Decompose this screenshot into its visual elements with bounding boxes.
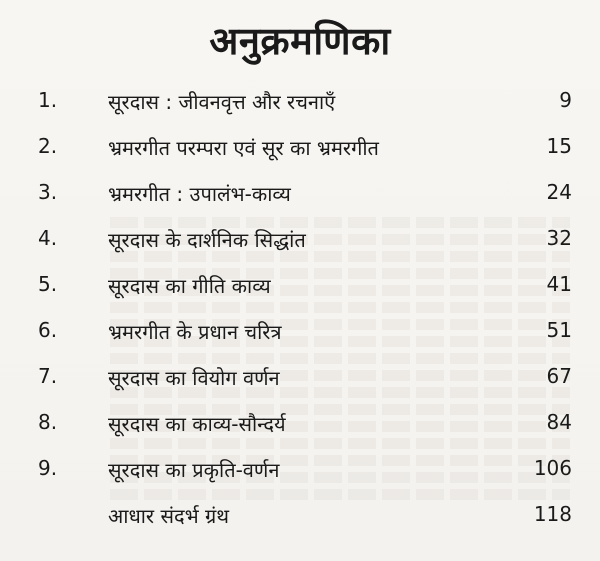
toc-entry-page: 118 <box>533 502 572 526</box>
toc-entry-page: 15 <box>546 134 572 158</box>
toc-entry-title: सूरदास का वियोग वर्णन <box>108 366 280 390</box>
toc-entry-page: 84 <box>546 410 572 434</box>
toc-entry-page: 106 <box>533 456 572 480</box>
toc-entry-2[interactable] <box>0 130 600 170</box>
toc-entry-number: 5. <box>38 272 58 296</box>
toc-entry-number: 1. <box>38 88 58 112</box>
toc-entry-number: 3. <box>38 180 58 204</box>
toc-entry-number: 9. <box>38 456 58 480</box>
toc-entry-title: सूरदास का काव्य-सौन्दर्य <box>108 412 286 436</box>
toc-entry-7[interactable] <box>0 360 600 400</box>
toc-entry-5[interactable] <box>0 268 600 308</box>
page-title: अनुक्रमणिका <box>209 19 391 63</box>
toc-entry-page: 51 <box>546 318 572 342</box>
toc-entry-page: 32 <box>546 226 572 250</box>
toc-entry-number: 2. <box>38 134 58 158</box>
toc-entry-6[interactable] <box>0 314 600 354</box>
toc-entry-4[interactable] <box>0 222 600 262</box>
toc-entry-number: 4. <box>38 226 58 250</box>
toc-entry-title: भ्रमरगीत परम्परा एवं सूर का भ्रमरगीत <box>108 136 379 160</box>
toc-entry-1[interactable] <box>0 84 600 124</box>
toc-entry-number: 7. <box>38 364 58 388</box>
toc-entry-title: भ्रमरगीत के प्रधान चरित्र <box>108 320 282 344</box>
toc-entry-title: सूरदास का गीति काव्य <box>108 274 271 298</box>
toc-entry-title: आधार संदर्भ ग्रंथ <box>108 504 230 528</box>
toc-entry-page: 24 <box>546 180 572 204</box>
toc-entry-title: सूरदास : जीवनवृत्त और रचनाएँ <box>108 90 336 114</box>
toc-entry-9[interactable] <box>0 452 600 492</box>
toc-entry-number: 8. <box>38 410 58 434</box>
toc-entry-title: सूरदास के दार्शनिक सिद्धांत <box>108 228 306 252</box>
toc-entry-3[interactable] <box>0 176 600 216</box>
toc-entry-page: 67 <box>546 364 572 388</box>
toc-entry-title: सूरदास का प्रकृति-वर्णन <box>108 458 280 482</box>
toc-entry-title: भ्रमरगीत : उपालंभ-काव्य <box>108 182 291 206</box>
toc-entry-page: 9 <box>559 88 572 112</box>
toc-entry-bibliography[interactable] <box>0 498 600 538</box>
toc-entry-8[interactable] <box>0 406 600 446</box>
toc-entry-number: 6. <box>38 318 58 342</box>
toc-entry-page: 41 <box>546 272 572 296</box>
